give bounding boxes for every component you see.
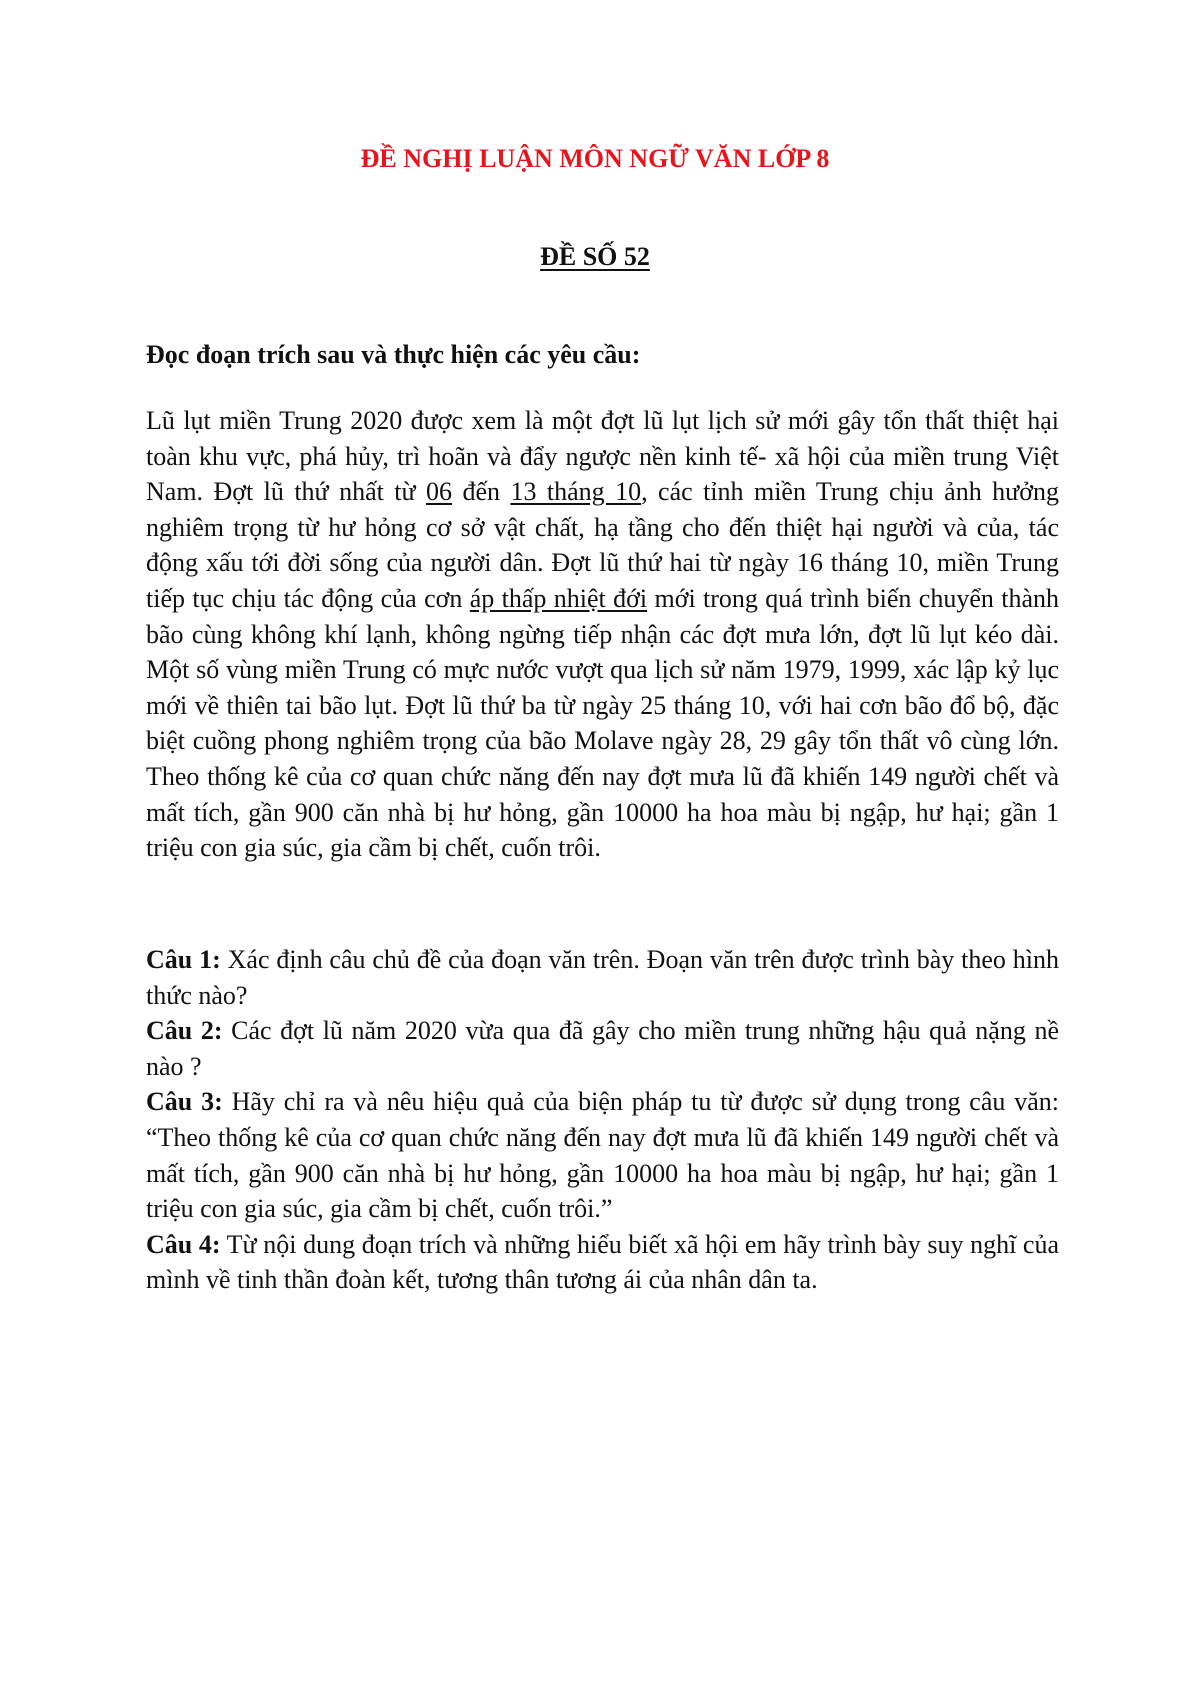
question-text: Từ nội dung đoạn trích và những hiểu biết xã hội em hãy trình bày suy nghĩ của mình về tinh thần đoàn kết, tương thân tương ái của nhân dân ta. xyxy=(146,1229,1059,1295)
exam-number xyxy=(0,240,1190,274)
passage-text: , các tỉnh miền Trung chịu ảnh hưởng nghiêm trọng từ hư hỏng cơ sở vật chất, hạ tầng cho đến thiệt hại người và của, tác động xấu tới đời sống của người dân. Đợt lũ thứ hai từ ngày 16 tháng 10, miền Trung tiếp tục chịu tác động của cơn xyxy=(146,477,1059,613)
passage-text: Lũ lụt miền Trung 2020 được xem là một đợt lũ lụt lịch sử mới gây tổn thất thiệt hại toàn khu vực, phá hủy, trì hoãn và đẩy ngược nền kinh tế- xã hội của miền trung Việt Nam. Đợt lũ thứ nhất từ xyxy=(146,406,1059,507)
question-label: Câu 1: xyxy=(146,945,221,974)
question-label: Câu 3: xyxy=(146,1087,223,1117)
question-item xyxy=(146,1013,1059,1084)
question-item xyxy=(146,942,1059,1013)
question-text: Các đợt lũ năm 2020 vừa qua đã gây cho miền trung những hậu quả nặng nề nào ? xyxy=(146,1016,1059,1081)
question-list xyxy=(146,942,1059,1298)
passage-text: mới trong quá trình biến chuyển thành bão cùng không khí lạnh, không ngừng tiếp nhận các đợt mưa lớn, đợt lũ lụt kéo dài. Một số vùng miền Trung có mực nước vượt qua lịch sử năm 1979, 1999, xác lập kỷ lục mới về thiên tai bão lụt. Đợt lũ thứ ba từ ngày 25 tháng 10, với hai cơn bão đổ bộ, đặc biệt cuồng phong nghiêm trọng của bão Molave ngày 28, 29 gây tổn thất vô cùng lớn. Theo thống kê của cơ quan chức năng đến nay đợt mưa lũ đã khiến 149 người chết và mất tích, gần 900 căn nhà bị hư hỏng, gần 10000 ha hoa màu bị ngập, hư hại; gần 1 triệu con gia súc, gia cầm bị chết, cuốn trôi. xyxy=(146,583,1059,863)
passage-link-date-end[interactable]: 13 tháng 10 xyxy=(510,477,642,507)
question-text: Hãy chỉ ra và nêu hiệu quả của biện pháp tu từ được sử dụng trong câu văn: “Theo thống kê của cơ quan chức năng đến nay đợt mưa lũ đã khiến 149 người chết và mất tích, gần 900 căn nhà bị hư hỏng, gần 10000 ha hoa màu bị ngập, hư hại; gần 1 triệu con gia súc, gia cầm bị chết, cuốn trôi.” xyxy=(146,1087,1059,1224)
passage-link-tropical-depression[interactable]: áp thấp nhiệt đới xyxy=(469,583,648,613)
reading-passage xyxy=(146,403,1059,866)
passage-text: đến xyxy=(452,477,511,507)
exam-number-text: ĐỀ SỐ 52 xyxy=(540,242,650,271)
passage-link-date-start[interactable]: 06 xyxy=(426,477,453,507)
question-label: Câu 2: xyxy=(146,1016,223,1046)
document-title: ĐỀ NGHỊ LUẬN MÔN NGỮ VĂN LỚP 8 xyxy=(360,144,830,173)
question-label: Câu 4: xyxy=(146,1229,221,1259)
question-text: Xác định câu chủ đề của đoạn văn trên. Đoạn văn trên được trình bày theo hình thức nào? xyxy=(146,945,1059,1010)
question-item xyxy=(146,1227,1059,1298)
question-item xyxy=(146,1084,1059,1226)
reading-instruction: Đọc đoạn trích sau và thực hiện các yêu cầu: xyxy=(146,340,641,369)
